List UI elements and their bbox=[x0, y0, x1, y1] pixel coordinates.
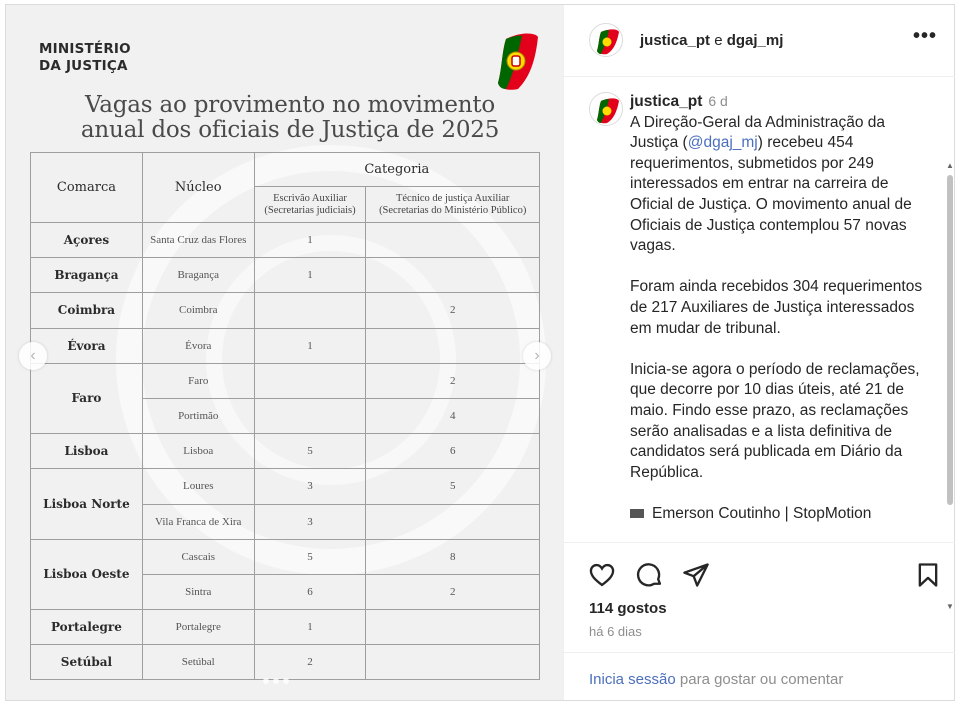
header-escrivao bbox=[254, 187, 366, 223]
cell-comarca: Évora bbox=[31, 328, 143, 363]
portugal-flag-icon bbox=[590, 24, 624, 58]
cell-escrivao: 3 bbox=[254, 469, 366, 504]
caption-username[interactable]: justica_pt bbox=[630, 93, 703, 110]
scrollbar-thumb[interactable] bbox=[947, 175, 953, 505]
cell-escrivao: 1 bbox=[254, 610, 366, 645]
caption-paragraph: Foram ainda recebidos 304 requerimentos de 217 Auxiliares de Justiça interessados em mudar de tribunal. bbox=[630, 278, 923, 337]
carousel-dot bbox=[283, 678, 289, 684]
cell-comarca: Faro bbox=[31, 363, 143, 433]
cell-nucleo: Évora bbox=[142, 328, 254, 363]
cell-escrivao: 1 bbox=[254, 223, 366, 258]
caption-text: ) recebeu 454 requerimentos, submetidos por 249 interessados em entrar na carreira de Oficial de Justiça. O movimento anual de Oficiais de Justiça contemplou 57 novas vagas. bbox=[630, 134, 912, 255]
caption-paragraph: Inicia-se agora o período de reclamações, que decorre por 10 dias úteis, até 21 de maio. Findo esse prazo, as reclamações serão analisadas e a lista definitiva de candidatos será publicada em Diário da República. bbox=[630, 360, 920, 481]
scroll-down-arrow-icon[interactable]: ▼ bbox=[946, 602, 954, 611]
carousel-dot bbox=[263, 678, 269, 684]
next-slide-button[interactable] bbox=[523, 342, 551, 370]
ministry-label bbox=[39, 41, 131, 75]
scroll-up-arrow-icon[interactable]: ▲ bbox=[946, 161, 954, 170]
mention-link[interactable]: @dgaj_mj bbox=[687, 134, 758, 152]
title-line-2: anual dos oficiais de Justiça de 2025 bbox=[80, 117, 500, 143]
cell-tecnico: 2 bbox=[366, 293, 540, 328]
cell-comarca: Lisboa Norte bbox=[31, 469, 143, 539]
cell-nucleo: Loures bbox=[142, 469, 254, 504]
cell-comarca: Lisboa bbox=[31, 434, 143, 469]
cell-tecnico bbox=[366, 504, 540, 539]
username-link[interactable]: justica_pt bbox=[640, 32, 711, 49]
avatar[interactable] bbox=[589, 23, 623, 57]
chevron-right-icon: › bbox=[534, 347, 540, 364]
cell-tecnico bbox=[366, 223, 540, 258]
header-usernames bbox=[640, 32, 783, 49]
cell-escrivao: 3 bbox=[254, 504, 366, 539]
cell-nucleo: Cascais bbox=[142, 539, 254, 574]
table-row bbox=[31, 434, 540, 469]
username-link[interactable]: dgaj_mj bbox=[726, 32, 784, 49]
cell-nucleo: Portalegre bbox=[142, 610, 254, 645]
heart-icon[interactable] bbox=[588, 561, 616, 589]
send-icon[interactable] bbox=[682, 561, 710, 589]
caption-text: A Direção-Geral da Administração da Justiça ( bbox=[630, 113, 886, 152]
post-header bbox=[564, 5, 955, 77]
cell-tecnico: 5 bbox=[366, 469, 540, 504]
cell-nucleo: Coimbra bbox=[142, 293, 254, 328]
table-row bbox=[31, 293, 540, 328]
header-comarca: Comarca bbox=[31, 153, 143, 223]
caption-credit bbox=[630, 504, 930, 525]
table-row bbox=[31, 539, 540, 574]
more-options-icon[interactable]: ••• bbox=[913, 25, 938, 47]
table-row bbox=[31, 363, 540, 398]
post-age: 6 d bbox=[708, 93, 728, 109]
chevron-left-icon: ‹ bbox=[30, 347, 36, 364]
post-title bbox=[30, 93, 550, 143]
cell-tecnico bbox=[366, 328, 540, 363]
cell-nucleo: Sintra bbox=[142, 574, 254, 609]
cell-escrivao: 5 bbox=[254, 539, 366, 574]
table-row bbox=[31, 223, 540, 258]
cell-nucleo: Portimão bbox=[142, 398, 254, 433]
avatar[interactable] bbox=[589, 92, 623, 126]
previous-slide-button[interactable] bbox=[19, 342, 47, 370]
cell-tecnico: 8 bbox=[366, 539, 540, 574]
post-sidebar bbox=[563, 5, 955, 700]
login-prompt-bar bbox=[564, 652, 955, 700]
title-line-1: Vagas ao provimento no movimento bbox=[84, 92, 496, 118]
action-bar bbox=[564, 557, 955, 597]
cell-nucleo: Lisboa bbox=[142, 434, 254, 469]
header-categoria: Categoria bbox=[254, 153, 539, 187]
post-modal bbox=[5, 4, 955, 701]
bookmark-icon[interactable] bbox=[914, 561, 942, 589]
ministry-line-1: MINISTÉRIO bbox=[39, 41, 131, 57]
likes-count[interactable]: 114 gostos bbox=[589, 600, 667, 617]
conjunction: e bbox=[714, 32, 723, 49]
post-caption bbox=[630, 91, 930, 545]
cell-escrivao: 2 bbox=[254, 645, 366, 680]
portugal-flag-icon bbox=[590, 93, 624, 127]
cell-escrivao: 1 bbox=[254, 258, 366, 293]
cell-escrivao bbox=[254, 398, 366, 433]
carousel-dot bbox=[273, 678, 279, 684]
login-prompt-text: para gostar ou comentar bbox=[675, 671, 844, 688]
header-tecnico bbox=[366, 187, 540, 223]
cell-nucleo: Bragança bbox=[142, 258, 254, 293]
cell-tecnico: 2 bbox=[366, 574, 540, 609]
table-row bbox=[31, 645, 540, 680]
cell-escrivao bbox=[254, 363, 366, 398]
cell-escrivao: 6 bbox=[254, 574, 366, 609]
header-escrivao-line2: (Secretarias judiciais) bbox=[264, 204, 356, 216]
film-icon bbox=[630, 509, 644, 518]
cell-tecnico: 4 bbox=[366, 398, 540, 433]
post-image bbox=[6, 5, 563, 700]
cell-comarca: Setúbal bbox=[31, 645, 143, 680]
login-link[interactable]: Inicia sessão bbox=[589, 671, 676, 688]
header-tecnico-line1: Técnico de justiça Auxiliar bbox=[395, 192, 510, 204]
table-row bbox=[31, 469, 540, 504]
login-prompt bbox=[589, 671, 843, 688]
caption-scrollbar[interactable] bbox=[946, 161, 954, 611]
header-tecnico-line2: (Secretarias do Ministério Público) bbox=[379, 204, 527, 216]
table-row bbox=[31, 258, 540, 293]
cell-comarca: Bragança bbox=[31, 258, 143, 293]
header-nucleo: Núcleo bbox=[142, 153, 254, 223]
cell-tecnico bbox=[366, 258, 540, 293]
cell-tecnico: 6 bbox=[366, 434, 540, 469]
post-timestamp[interactable]: há 6 dias bbox=[589, 624, 642, 639]
table-row bbox=[31, 328, 540, 363]
cell-tecnico bbox=[366, 645, 540, 680]
header-escrivao-line1: Escrivão Auxiliar bbox=[273, 192, 347, 204]
cell-nucleo: Faro bbox=[142, 363, 254, 398]
cell-comarca: Lisboa Oeste bbox=[31, 539, 143, 609]
cell-escrivao: 5 bbox=[254, 434, 366, 469]
comment-icon[interactable] bbox=[636, 561, 664, 589]
cell-comarca: Açores bbox=[31, 223, 143, 258]
cell-escrivao bbox=[254, 293, 366, 328]
vacancies-table bbox=[30, 152, 540, 680]
cell-comarca: Coimbra bbox=[31, 293, 143, 328]
portugal-flag-logo bbox=[492, 29, 540, 93]
carousel-dots bbox=[263, 678, 289, 684]
cell-tecnico bbox=[366, 610, 540, 645]
cell-comarca: Portalegre bbox=[31, 610, 143, 645]
credit-text: Emerson Coutinho | StopMotion bbox=[652, 504, 872, 522]
cell-escrivao: 1 bbox=[254, 328, 366, 363]
table-row bbox=[31, 610, 540, 645]
cell-nucleo: Setúbal bbox=[142, 645, 254, 680]
cell-tecnico: 2 bbox=[366, 363, 540, 398]
ministry-line-2: DA JUSTIÇA bbox=[39, 58, 128, 74]
cell-nucleo: Santa Cruz das Flores bbox=[142, 223, 254, 258]
cell-nucleo: Vila Franca de Xira bbox=[142, 504, 254, 539]
